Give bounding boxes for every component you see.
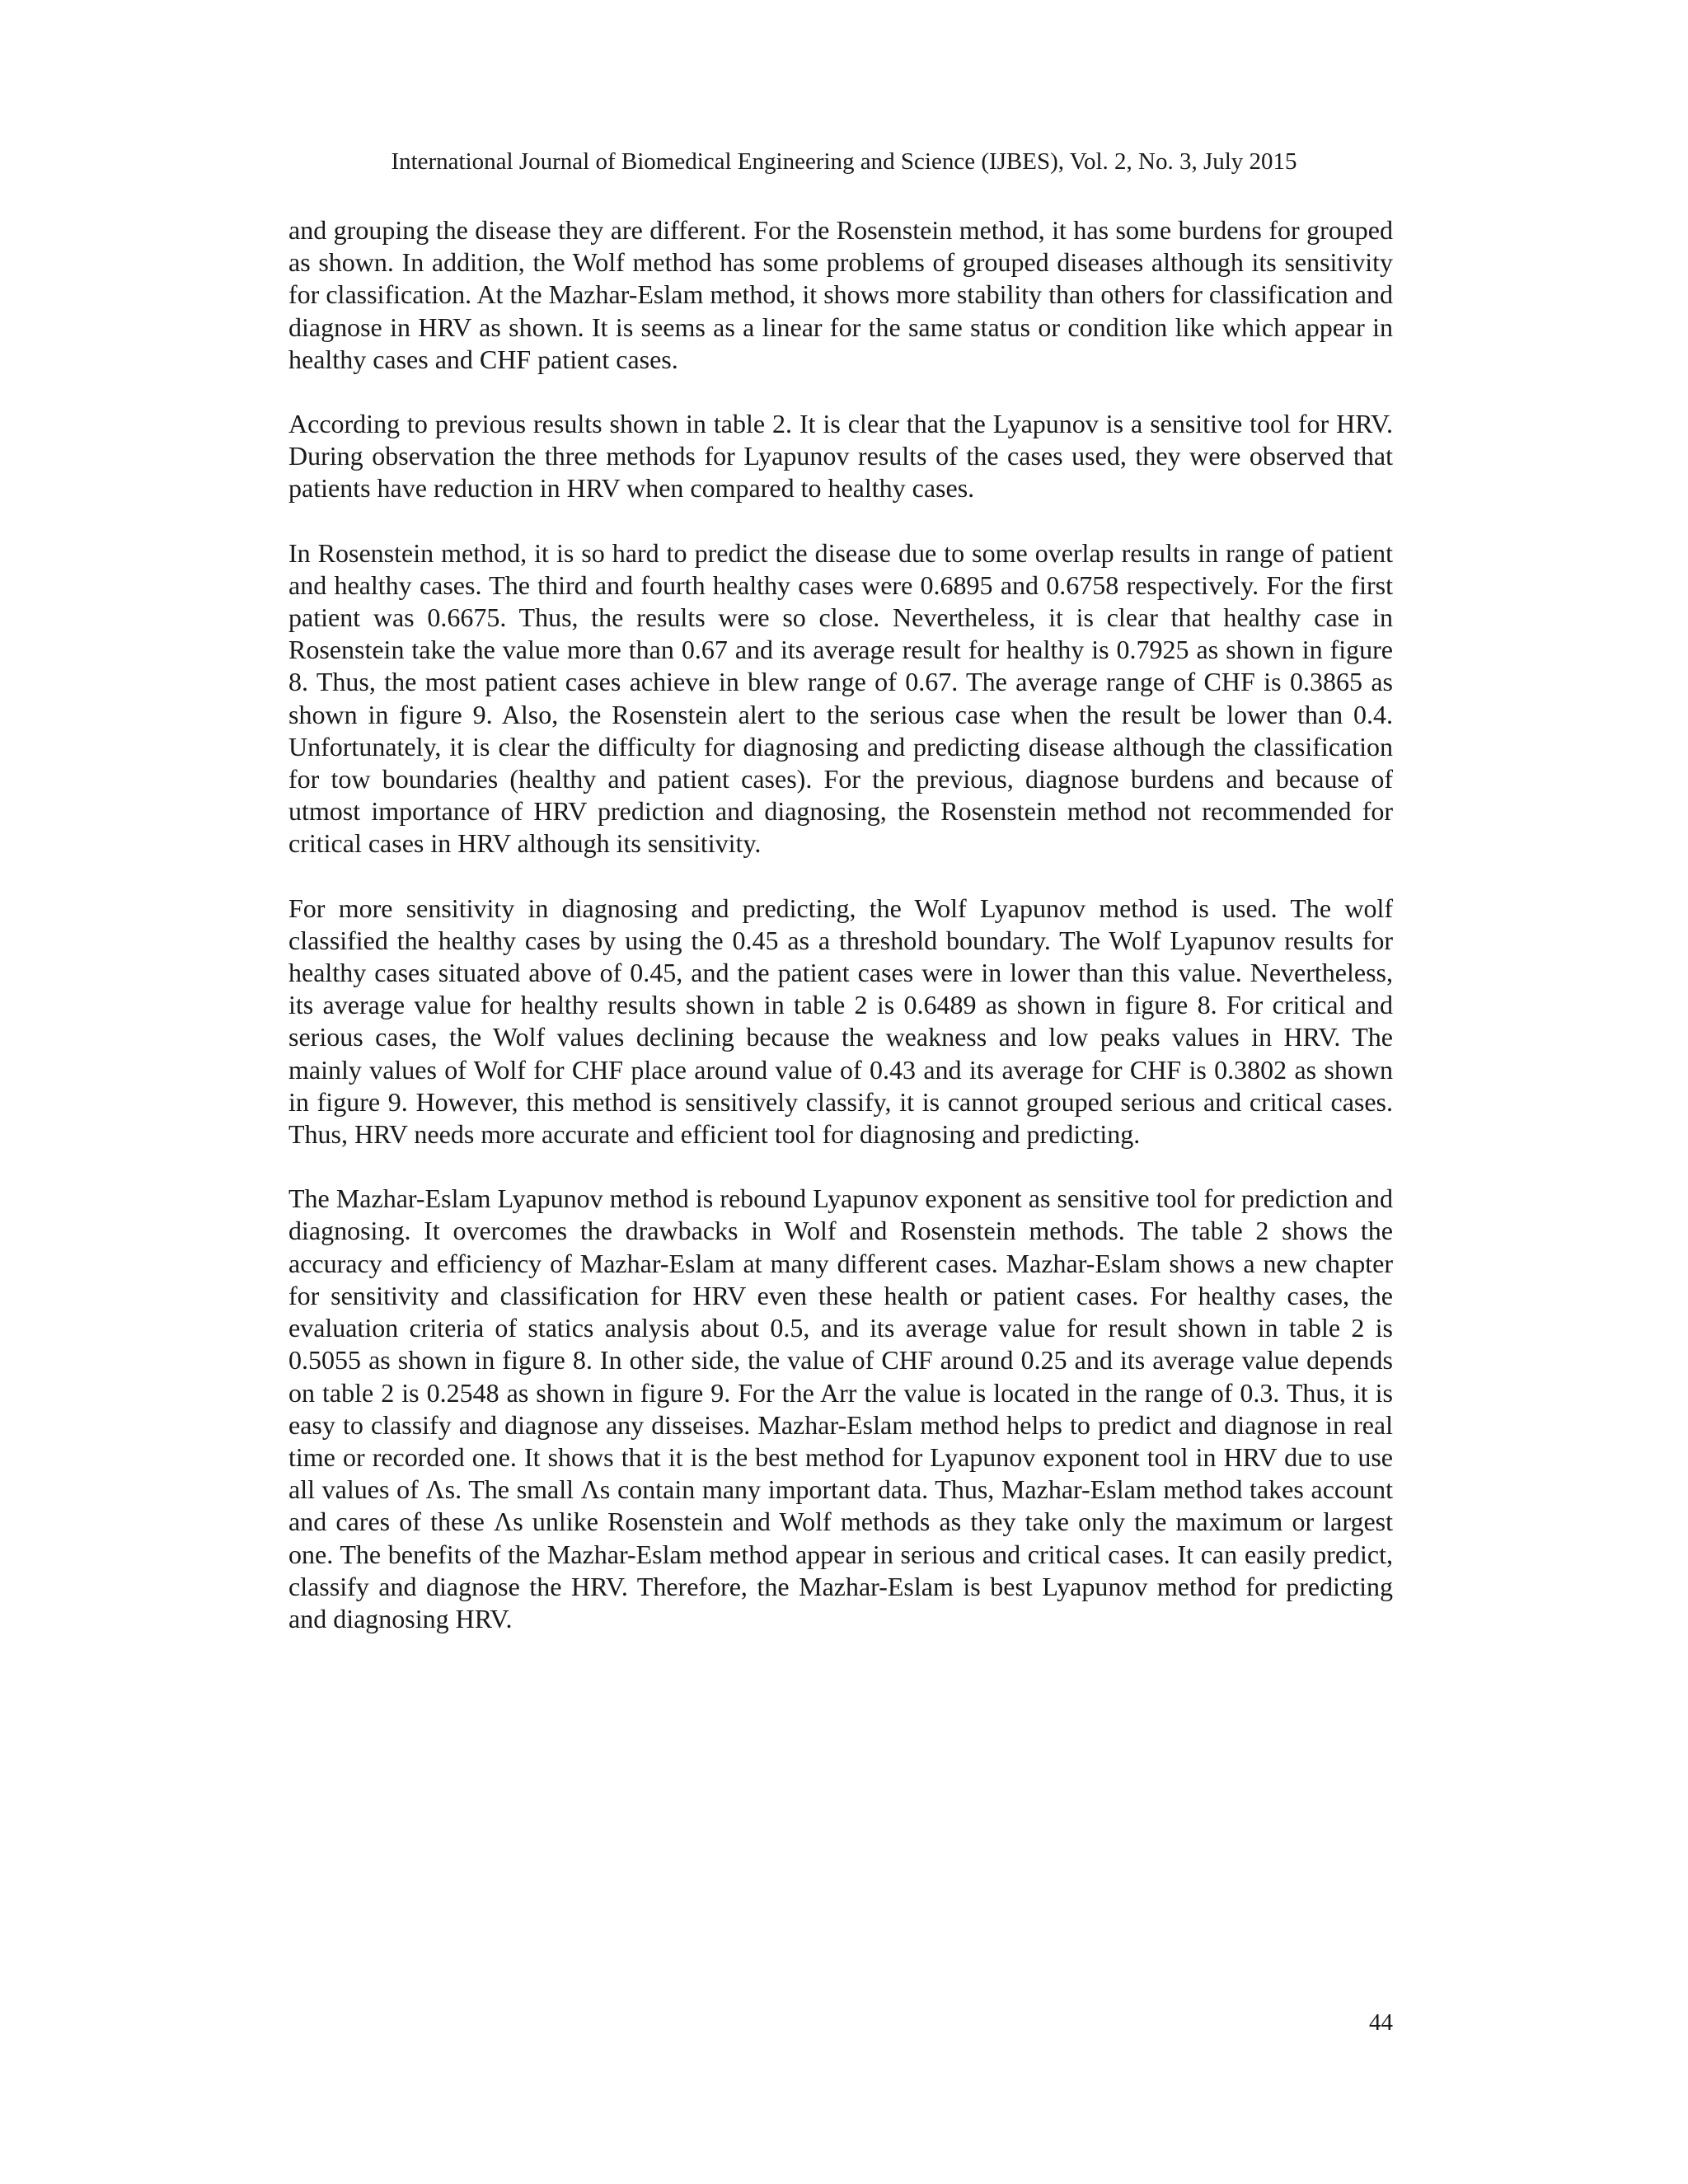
paragraph-previous-results: According to previous results shown in table 2. It is clear that the Lyapunov is a sensitive tool for HRV. During observation the three methods for Lyapunov results of the cases used, they were observed that patients have reduction in HRV when compared to healthy cases. bbox=[288, 409, 1393, 504]
running-header: International Journal of Biomedical Engineering and Science (IJBES), Vol. 2, No. 3, July 2015 bbox=[391, 148, 1297, 175]
paragraph-mazhar-eslam: The Mazhar-Eslam Lyapunov method is rebound Lyapunov exponent as sensitive tool for prediction and diagnosing. It overcomes the drawbacks in Wolf and Rosenstein methods. The table 2 shows the accuracy and efficiency of Mazhar-Eslam at many different cases. Mazhar-Eslam shows a new chapter for sensitivity and classification for HRV even these health or patient cases. For healthy cases, the evaluation criteria of statics analysis about 0.5, and its average value for result shown in table 2 is 0.5055 as shown in figure 8. In other side, the value of CHF around 0.25 and its average value depends on table 2 is 0.2548 as shown in figure 9. For the Arr the value is located in the range of 0.3. Thus, it is easy to classify and diagnose any disseises. Mazhar-Eslam method helps to predict and diagnose in real time or recorded one. It shows that it is the best method for Lyapunov exponent tool in HRV due to use all values of Λs. The small Λs contain many important data. Thus, Mazhar-Eslam method takes account and cares of these Λs unlike Rosenstein and Wolf methods as they take only the maximum or largest one. The benefits of the Mazhar-Eslam method appear in serious and critical cases. It can easily predict, classify and diagnose the HRV. Therefore, the Mazhar-Eslam is best Lyapunov method for predicting and diagnosing HRV. bbox=[288, 1183, 1393, 1633]
paragraph-rosenstein: In Rosenstein method, it is so hard to predict the disease due to some overlap results in range of patient and healthy cases. The third and fourth healthy cases were 0.6895 and 0.6758 respectively. For the first patient was 0.6675. Thus, the results were so close. Nevertheless, it is clear that healthy case in Rosenstein take the value more than 0.67 and its average result for healthy is 0.7925 as shown in figure 8. Thus, the most patient cases achieve in blew range of 0.67. The average range of CHF is 0.3865 as shown in figure 9. Also, the Rosenstein alert to the serious case when the result be lower than 0.4. Unfortunately, it is clear the difficulty for diagnosing and predicting disease although the classification for tow boundaries (healthy and patient cases). For the previous, diagnose burdens and because of utmost importance of HRV prediction and diagnosing, the Rosenstein method not recommended for critical cases in HRV although its sensitivity. bbox=[288, 537, 1393, 859]
page-number: 44 bbox=[1369, 2009, 1393, 2036]
body-text bbox=[288, 214, 1393, 1667]
paragraph-wolf: For more sensitivity in diagnosing and predicting, the Wolf Lyapunov method is used. The wolf classified the healthy cases by using the 0.45 as a threshold boundary. The Wolf Lyapunov results for healthy cases situated above of 0.45, and the patient cases were in lower than this value. Nevertheless, its average value for healthy results shown in table 2 is 0.6489 as shown in figure 8. For critical and serious cases, the Wolf values declining because the weakness and low peaks values in HRV. The mainly values of Wolf for CHF place around value of 0.43 and its average for CHF is 0.3802 as shown in figure 9. However, this method is sensitively classify, it is cannot grouped serious and critical cases. Thus, HRV needs more accurate and efficient tool for diagnosing and predicting. bbox=[288, 893, 1393, 1150]
paragraph-grouping: and grouping the disease they are different. For the Rosenstein method, it has some burdens for grouped as shown. In addition, the Wolf method has some problems of grouped diseases although its sensitivity for classification. At the Mazhar-Eslam method, it shows more stability than others for classification and diagnose in HRV as shown. It is seems as a linear for the same status or condition like which appear in healthy cases and CHF patient cases. bbox=[288, 215, 1393, 374]
